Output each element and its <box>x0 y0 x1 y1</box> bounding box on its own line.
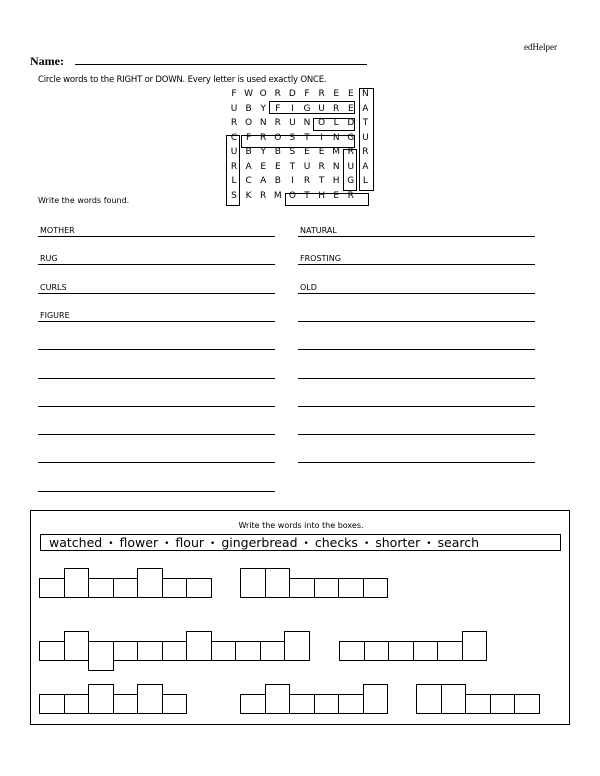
letter-box[interactable] <box>437 641 463 661</box>
letter-box[interactable] <box>186 631 212 661</box>
grid-letter[interactable]: H <box>332 176 340 186</box>
grid-letter[interactable]: K <box>245 190 252 201</box>
grid-letter[interactable]: L <box>362 176 368 186</box>
answer-line[interactable] <box>298 423 535 435</box>
grid-letter[interactable]: E <box>260 161 267 172</box>
grid-letter[interactable]: Y <box>260 103 266 114</box>
answer-line[interactable]: OLD <box>298 282 535 294</box>
answer-line[interactable] <box>38 423 275 435</box>
grid-letter[interactable]: F <box>246 132 252 143</box>
letter-box[interactable] <box>413 641 439 661</box>
letter-box[interactable] <box>113 578 139 598</box>
letter-box[interactable] <box>314 578 340 598</box>
grid-letter[interactable]: T <box>318 176 325 186</box>
grid-letter[interactable]: R <box>230 118 238 128</box>
grid-letter[interactable]: E <box>333 89 340 99</box>
grid-letter[interactable]: C <box>230 132 238 143</box>
letter-box[interactable] <box>314 694 340 714</box>
letter-box[interactable] <box>137 684 163 714</box>
word-bank-item: shorter <box>375 535 421 550</box>
grid-letter[interactable]: F <box>304 89 310 99</box>
grid-letter[interactable]: R <box>274 118 281 128</box>
grid-letter[interactable]: G <box>347 176 355 186</box>
grid-letter[interactable]: E <box>333 190 340 201</box>
letter-box[interactable] <box>240 568 266 598</box>
answer-line[interactable]: CURLS <box>38 282 275 294</box>
grid-letter[interactable]: B <box>274 176 281 186</box>
grid-letter[interactable]: U <box>230 103 238 114</box>
grid-letter[interactable]: A <box>245 161 252 172</box>
grid-letter[interactable]: A <box>362 161 369 172</box>
letter-box[interactable] <box>39 694 65 714</box>
answer-line[interactable]: FIGURE <box>38 310 275 322</box>
grid-letter[interactable]: I <box>291 103 294 114</box>
answer-line[interactable] <box>298 395 535 407</box>
grid-letter[interactable]: O <box>259 89 267 99</box>
grid-letter[interactable]: O <box>288 190 296 201</box>
grid-letter[interactable]: R <box>260 132 267 143</box>
grid-letter[interactable]: U <box>230 147 238 157</box>
grid-letter[interactable]: U <box>303 161 311 172</box>
answer-line[interactable]: FROSTING <box>298 253 535 265</box>
letter-box[interactable] <box>162 578 188 598</box>
word-bank-item: watched <box>49 535 103 550</box>
letter-box[interactable] <box>240 694 266 714</box>
grid-letter[interactable]: M <box>273 190 282 201</box>
answer-line[interactable] <box>38 338 275 350</box>
word-bank-item: gingerbread <box>221 535 298 550</box>
letter-box[interactable] <box>289 578 315 598</box>
grid-letter[interactable]: G <box>303 103 311 114</box>
grid-letter[interactable]: T <box>362 118 369 128</box>
bullet-separator: • <box>108 539 114 549</box>
grid-letter[interactable]: C <box>245 176 252 186</box>
answer-line[interactable]: NATURAL <box>298 225 535 237</box>
grid-letter[interactable]: A <box>362 103 369 114</box>
letter-box[interactable] <box>162 641 188 661</box>
word-box-panel <box>30 510 570 725</box>
letter-box[interactable] <box>514 694 540 714</box>
grid-letter[interactable]: R <box>274 89 281 99</box>
letter-box[interactable] <box>113 641 139 661</box>
grid-letter[interactable]: N <box>303 118 311 128</box>
bullet-separator: • <box>164 539 170 549</box>
word-bank-item: search <box>437 535 480 550</box>
grid-letter[interactable]: O <box>245 118 253 128</box>
grid-letter[interactable]: F <box>231 89 237 99</box>
grid-letter[interactable]: R <box>362 147 369 157</box>
letter-box[interactable] <box>137 568 163 598</box>
grid-letter[interactable]: R <box>333 103 340 114</box>
grid-letter[interactable]: E <box>347 103 354 114</box>
grid-letter[interactable]: R <box>230 161 238 172</box>
grid-letter[interactable]: E <box>304 147 310 157</box>
letter-box[interactable] <box>364 641 390 661</box>
grid-letter[interactable]: Y <box>260 147 266 157</box>
box-instructions: Write the words into the boxes. <box>238 521 364 530</box>
grid-letter[interactable]: T <box>289 161 296 172</box>
grid-letter[interactable]: L <box>333 118 339 128</box>
answer-line[interactable] <box>298 338 535 350</box>
letter-box[interactable] <box>64 631 90 661</box>
letter-box[interactable] <box>289 694 315 714</box>
word-bank-item: checks <box>314 535 358 550</box>
letter-box[interactable] <box>338 578 364 598</box>
letter-box[interactable] <box>388 641 414 661</box>
grid-letter[interactable]: I <box>291 176 294 186</box>
letter-box[interactable] <box>441 684 467 714</box>
letter-box[interactable] <box>64 694 90 714</box>
letter-box[interactable] <box>137 641 163 661</box>
letter-box[interactable] <box>284 631 310 661</box>
grid-letter[interactable]: R <box>347 147 354 157</box>
bullet-separator: • <box>426 539 432 549</box>
grid-letter[interactable]: S <box>289 132 296 143</box>
letter-box[interactable] <box>162 694 188 714</box>
letter-box[interactable] <box>338 694 364 714</box>
answer-line[interactable] <box>38 480 275 492</box>
bullet-separator: • <box>363 539 370 549</box>
write-instructions: Write the words found. <box>38 196 130 205</box>
answer-line[interactable] <box>298 451 535 463</box>
bullet-separator: • <box>210 539 216 549</box>
grid-letter[interactable]: F <box>275 103 281 114</box>
letter-box[interactable] <box>339 641 365 661</box>
grid-letter[interactable]: W <box>244 89 254 99</box>
letter-box[interactable] <box>462 631 488 661</box>
letter-box[interactable] <box>260 641 286 661</box>
grid-letter[interactable]: R <box>347 190 354 201</box>
letter-box[interactable] <box>211 641 237 661</box>
letter-box[interactable] <box>416 684 442 714</box>
grid-letter[interactable]: M <box>332 147 341 157</box>
grid-letter[interactable]: L <box>231 176 237 186</box>
letter-box[interactable] <box>265 684 291 714</box>
grid-letter[interactable]: E <box>318 147 325 157</box>
grid-letter[interactable]: B <box>274 147 281 157</box>
grid-letter[interactable]: T <box>304 190 310 201</box>
grid-letter[interactable]: U <box>318 103 325 114</box>
letter-box[interactable] <box>64 568 90 598</box>
grid-letter[interactable]: O <box>274 132 282 143</box>
letter-box[interactable] <box>88 641 114 671</box>
answer-line[interactable] <box>38 395 275 407</box>
grid-letter[interactable]: D <box>347 118 355 128</box>
grid-letter[interactable]: N <box>259 118 267 128</box>
letter-box[interactable] <box>265 568 291 598</box>
grid-letter[interactable]: D <box>288 89 296 99</box>
grid-letter[interactable]: B <box>245 147 252 157</box>
grid-letter[interactable]: R <box>303 176 311 186</box>
word-bank-item: flour <box>175 535 205 550</box>
grid-letter[interactable]: U <box>347 161 355 172</box>
letter-box[interactable] <box>465 694 491 714</box>
answer-line[interactable] <box>38 451 275 463</box>
name-label: Name: <box>30 54 64 68</box>
grid-letter[interactable]: G <box>347 132 355 143</box>
letter-box[interactable] <box>235 641 261 661</box>
grid-letter[interactable]: A <box>260 176 267 186</box>
grid-letter[interactable]: O <box>318 118 326 128</box>
grid-letter[interactable]: S <box>231 190 237 201</box>
grid-letter[interactable]: R <box>318 89 325 99</box>
letter-box[interactable] <box>363 578 389 598</box>
brand-label: edHelper <box>524 42 557 52</box>
answer-line[interactable]: MOTHER <box>38 225 275 237</box>
letter-box[interactable] <box>490 694 516 714</box>
grid-letter[interactable]: S <box>289 147 296 157</box>
bullet-separator: • <box>303 539 309 549</box>
answer-line[interactable] <box>298 310 535 322</box>
letter-box[interactable] <box>39 578 65 598</box>
word-bank <box>40 534 561 551</box>
puzzle-instructions: Circle words to the RIGHT or DOWN. Every letter is used exactly ONCE. <box>38 75 327 85</box>
grid-letter[interactable]: B <box>245 103 252 114</box>
letter-box[interactable] <box>39 641 65 661</box>
grid-letter[interactable]: T <box>304 132 310 143</box>
grid-letter[interactable]: E <box>347 89 354 99</box>
letter-box[interactable] <box>186 578 212 598</box>
letter-box[interactable] <box>363 684 389 714</box>
answer-line[interactable] <box>38 367 275 379</box>
answer-line[interactable]: RUG <box>38 253 275 265</box>
grid-letter[interactable]: I <box>320 132 323 143</box>
grid-letter[interactable]: N <box>332 161 340 172</box>
name-line[interactable] <box>75 64 367 65</box>
grid-letter[interactable]: H <box>318 190 325 201</box>
letter-box[interactable] <box>88 578 114 598</box>
letter-box[interactable] <box>113 694 139 714</box>
grid-letter[interactable]: R <box>318 161 325 172</box>
answer-line[interactable] <box>298 367 535 379</box>
word-bank-item: flower <box>119 535 159 550</box>
grid-letter[interactable]: U <box>289 118 296 128</box>
grid-letter[interactable]: U <box>362 132 369 143</box>
letter-box[interactable] <box>88 684 114 714</box>
grid-letter[interactable]: N <box>362 89 369 99</box>
grid-letter[interactable]: R <box>260 190 267 201</box>
grid-letter[interactable]: N <box>332 132 340 143</box>
grid-letter[interactable]: E <box>274 161 281 172</box>
